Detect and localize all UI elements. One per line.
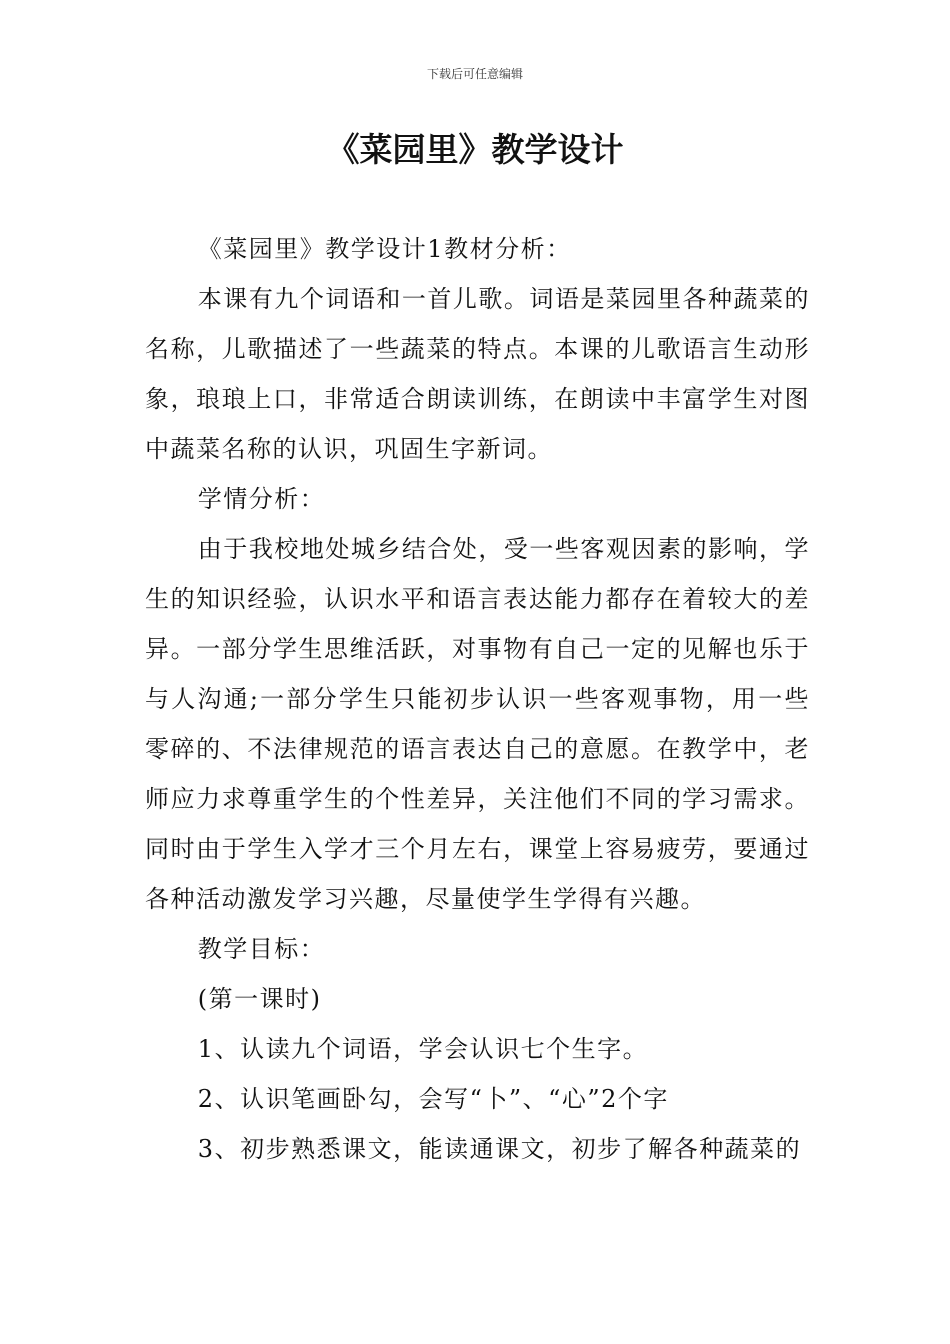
paragraph-material-analysis: 本课有九个词语和一首儿歌。词语是菜园里各种蔬菜的名称，儿歌描述了一些蔬菜的特点。本课的儿歌语言生动形象，琅琅上口，非常适合朗读训练，在朗读中丰富学生对图中蔬菜名称的认识，巩固生字新词。 bbox=[145, 285, 810, 463]
paragraph-objectives-heading: 教学目标： bbox=[197, 935, 326, 963]
document-title: 《菜园里》教学设计 bbox=[326, 130, 624, 169]
paragraph-student-analysis: 由于我校地处城乡结合处，受一些客观因素的影响，学生的知识经验，认识水平和语言表达能力都存在着较大的差异。一部分学生思维活跃，对事物有自己一定的见解也乐于与人沟通;一部分学生只能初步认识一些客观事物，用一些零碎的、不法律规范的语言表达自己的意愿。在教学中，老师应力求尊重学生的个性差异，关注他们不同的学习需求。同时由于学生入学才三个月左右，课堂上容易疲劳，要通过各种活动激发学习兴趣，尽量使学生学得有兴趣。 bbox=[145, 535, 810, 913]
paragraph-section-heading: 《菜园里》教学设计1教材分析： bbox=[197, 235, 572, 263]
paragraph-objective-3: 3、初步熟悉课文，能读通课文，初步了解各种蔬菜的 bbox=[197, 1135, 802, 1163]
document-body bbox=[145, 224, 810, 1174]
paragraph-objective-1: 1、认读九个词语，学会认识七个生字。 bbox=[197, 1035, 649, 1063]
paragraph-objective-2: 2、认识笔画卧勾，会写“卜”、“心”2个字 bbox=[197, 1085, 669, 1113]
paragraph-lesson-label: (第一课时) bbox=[197, 985, 322, 1013]
paragraph-student-analysis-heading: 学情分析： bbox=[197, 485, 326, 513]
header-note: 下载后可任意编辑 bbox=[426, 67, 523, 81]
